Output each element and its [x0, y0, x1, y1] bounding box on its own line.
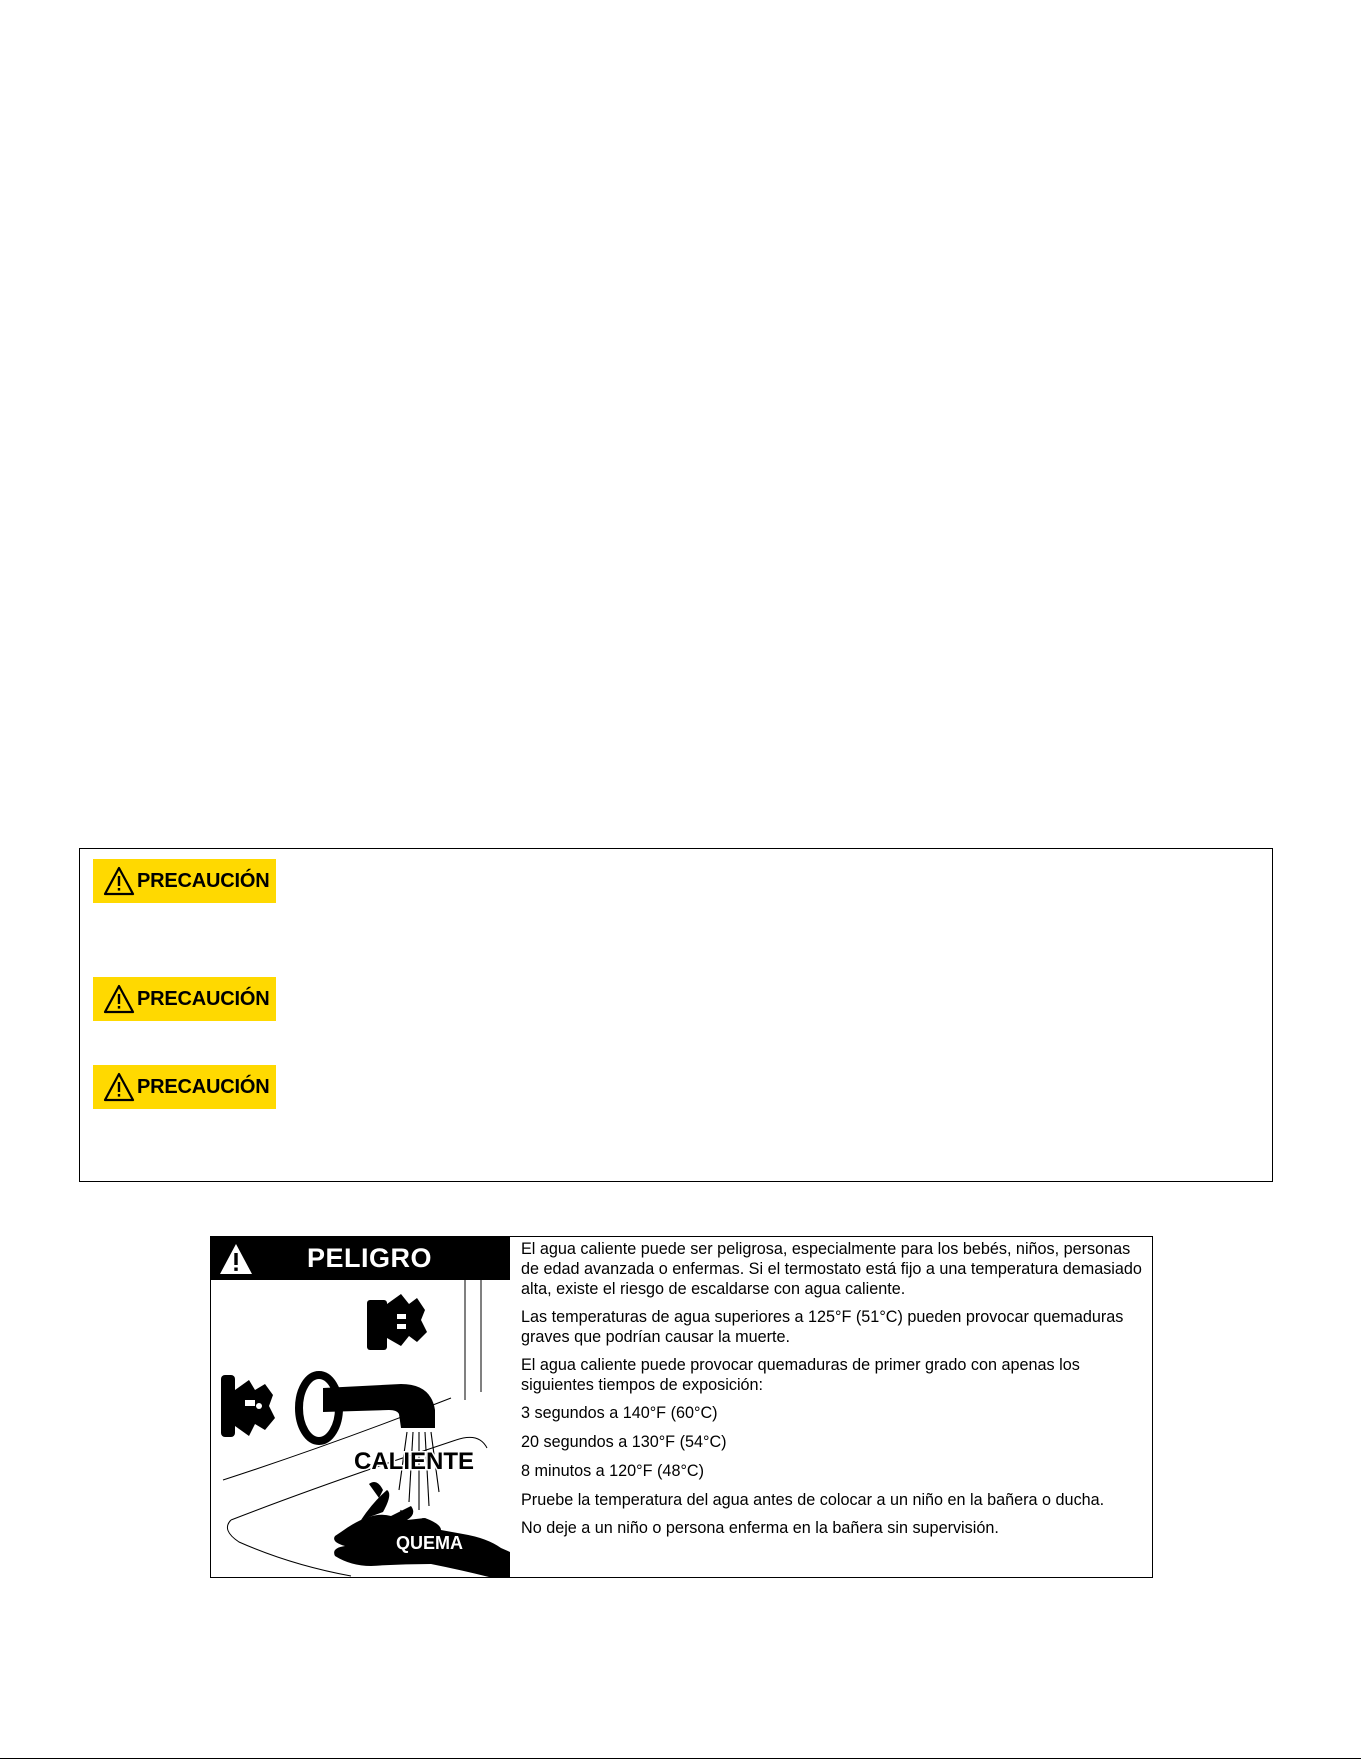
danger-paragraph: El agua caliente puede provocar quemaduras de primer grado con apenas los siguientes tiempos de exposición:: [521, 1356, 1080, 1394]
caution-badge: [93, 1065, 276, 1109]
danger-panel: [210, 1236, 1153, 1578]
warning-triangle-icon: [103, 1072, 135, 1102]
danger-text: [521, 1239, 1151, 1546]
danger-paragraph: No deje a un niño o persona enferma en la bañera sin supervisión.: [521, 1519, 999, 1537]
danger-header: [211, 1237, 510, 1280]
scald-illustration: [211, 1280, 510, 1577]
warning-triangle-icon: [103, 984, 135, 1014]
exposure-time-item: 20 segundos a 130°F (54°C): [521, 1433, 727, 1451]
caution-badge: [93, 859, 276, 903]
hot-label: CALIENTE: [354, 1448, 474, 1475]
danger-paragraph: El agua caliente puede ser peligrosa, especialmente para los bebés, niños, personas de edad avanzada o enfermas. Si el termostato está fijo a una temperatura demasiado alta, existe el riesgo de escaldarse con agua caliente.: [521, 1240, 1142, 1298]
exposure-time-item: 8 minutos a 120°F (48°C): [521, 1462, 704, 1480]
burn-label: QUEMA: [396, 1533, 463, 1553]
danger-paragraph: Las temperaturas de agua superiores a 125°F (51°C) pueden provocar quemaduras graves que podrían causar la muerte.: [521, 1308, 1124, 1346]
caution-label: PRECAUCIÓN: [137, 869, 270, 892]
warning-triangle-icon: [103, 866, 135, 896]
caution-label: PRECAUCIÓN: [137, 1075, 270, 1098]
danger-title: PELIGRO: [307, 1243, 433, 1273]
caution-badge: [93, 977, 276, 1021]
exposure-time-item: 3 segundos a 140°F (60°C): [521, 1404, 718, 1422]
warning-triangle-icon: [219, 1242, 253, 1276]
danger-paragraph: Pruebe la temperatura del agua antes de colocar a un niño en la bañera o ducha.: [521, 1491, 1105, 1509]
caution-label: PRECAUCIÓN: [137, 987, 270, 1010]
footer-rule: [0, 1758, 1361, 1759]
caution-panel: [79, 848, 1273, 1182]
